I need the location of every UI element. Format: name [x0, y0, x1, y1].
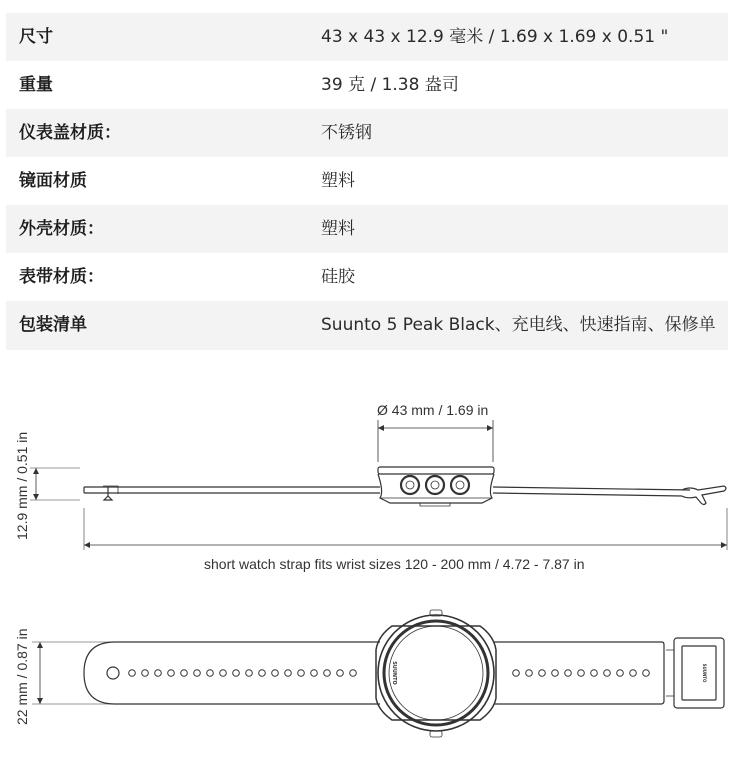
spec-key: 仪表盖材质： [19, 123, 121, 143]
width-label: 22 mm / 0.87 in [14, 628, 30, 725]
spec-key: 重量 [19, 75, 53, 95]
spec-value: 39 克 / 1.38 盎司 [321, 75, 459, 95]
watch-logo: SUUNTO [391, 661, 397, 685]
spec-key: 外壳材质： [19, 219, 104, 239]
spec-value: 塑料 [321, 171, 355, 191]
spec-value: 43 x 43 x 12.9 毫米 / 1.69 x 1.69 x 0.51 " [321, 27, 669, 47]
spec-key: 包装清单 [19, 315, 87, 335]
side-view-watch [84, 467, 726, 506]
buckle-logo: SUUNTO [702, 663, 707, 683]
strap-size-label: short watch strap fits wrist sizes 120 - 200 mm / 4.72 - 7.87 in [204, 556, 585, 572]
diameter-label: Ø 43 mm / 1.69 in [377, 402, 489, 418]
spec-key: 表带材质： [19, 267, 104, 287]
thickness-label: 12.9 mm / 0.51 in [14, 431, 30, 540]
spec-value: 塑料 [321, 219, 355, 239]
spec-value: 硅胶 [321, 267, 355, 287]
spec-value: Suunto 5 Peak Black、充电线、快速指南、保修单 [321, 315, 716, 335]
spec-value: 不锈钢 [321, 123, 372, 143]
spec-key: 尺寸 [19, 27, 53, 47]
spec-key: 镜面材质 [19, 171, 87, 191]
top-view-watch [84, 610, 724, 737]
